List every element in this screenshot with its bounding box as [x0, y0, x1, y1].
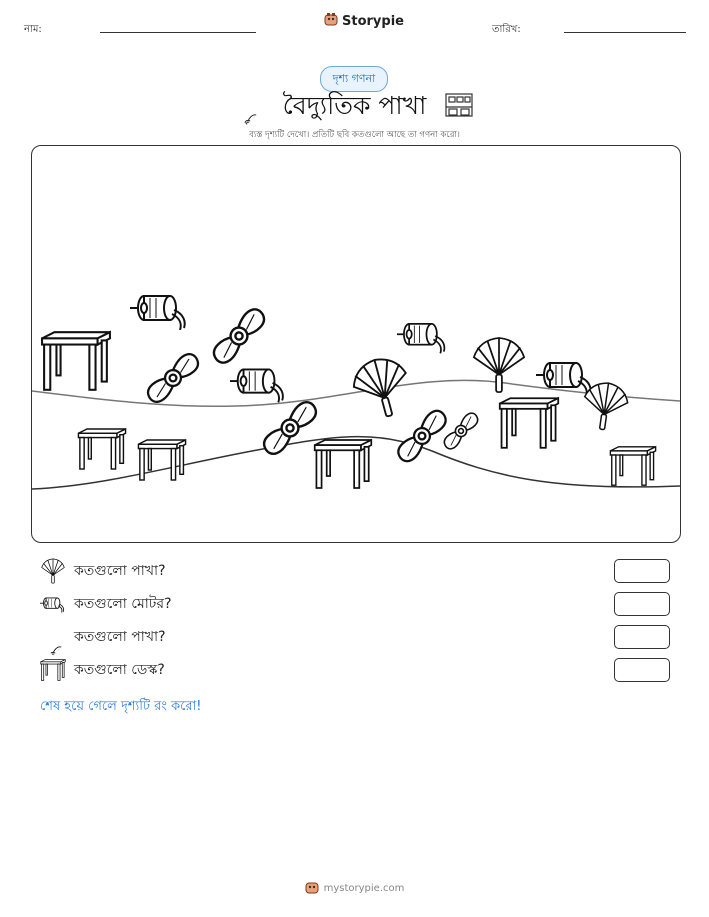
propeller [144, 347, 202, 409]
motor [397, 324, 444, 353]
propeller [442, 408, 481, 453]
storypie-logo-icon [324, 12, 338, 30]
answer-box[interactable] [614, 559, 670, 583]
motor-icon [40, 593, 66, 615]
question-row [40, 591, 680, 617]
motor [130, 296, 185, 330]
propeller [210, 302, 268, 370]
answer-box[interactable] [614, 592, 670, 616]
category-badge: দৃশ্য গণনা [320, 66, 388, 92]
question-row [40, 657, 680, 683]
desk [500, 398, 558, 448]
hand-fan [349, 353, 416, 423]
scene-drawing [32, 146, 680, 542]
workshop-icon [444, 90, 474, 120]
footer-site[interactable]: mystorypie.com [323, 883, 405, 894]
footer [0, 880, 709, 897]
motor [230, 369, 283, 402]
counting-scene [31, 145, 681, 543]
question-text: কতগুলো মোটর? [74, 596, 172, 612]
desk [138, 440, 185, 480]
hand-fan-icon [40, 558, 66, 584]
page-title [0, 86, 709, 129]
instructions: ব্যস্ত দৃশ্যটি দেখো। প্রতিটি ছবি কতগুলো আছে তা গণনা করো। [249, 130, 460, 140]
desk [610, 447, 655, 485]
desk [42, 332, 110, 390]
brand-name: Storypie [342, 13, 404, 29]
name-label: নাম: [24, 24, 42, 35]
desk [78, 429, 125, 469]
question-row [40, 558, 680, 584]
answer-box[interactable] [614, 625, 670, 649]
date-label: তারিখ: [492, 24, 521, 35]
title-text: বৈদ্যুতিক পাখা [282, 91, 427, 120]
question-text: কতগুলো পাখা? [74, 563, 166, 579]
propeller-icon [35, 619, 72, 656]
name-line[interactable] [100, 32, 256, 33]
propeller [395, 404, 450, 468]
question-text: কতগুলো ডেস্ক? [74, 662, 165, 678]
storypie-logo-icon [305, 880, 319, 897]
question-text: কতগুলো পাখা? [74, 629, 166, 645]
coloring-prompt: শেষ হয়ে গেলে দৃশ্যটি রং করো! [40, 699, 202, 714]
desk-icon [40, 658, 66, 682]
date-line[interactable] [564, 32, 686, 33]
desk [315, 440, 372, 488]
propeller-icon [228, 85, 268, 125]
brand [324, 12, 404, 30]
answer-box[interactable] [614, 658, 670, 682]
question-row [40, 624, 680, 650]
hand-fan [581, 380, 630, 432]
